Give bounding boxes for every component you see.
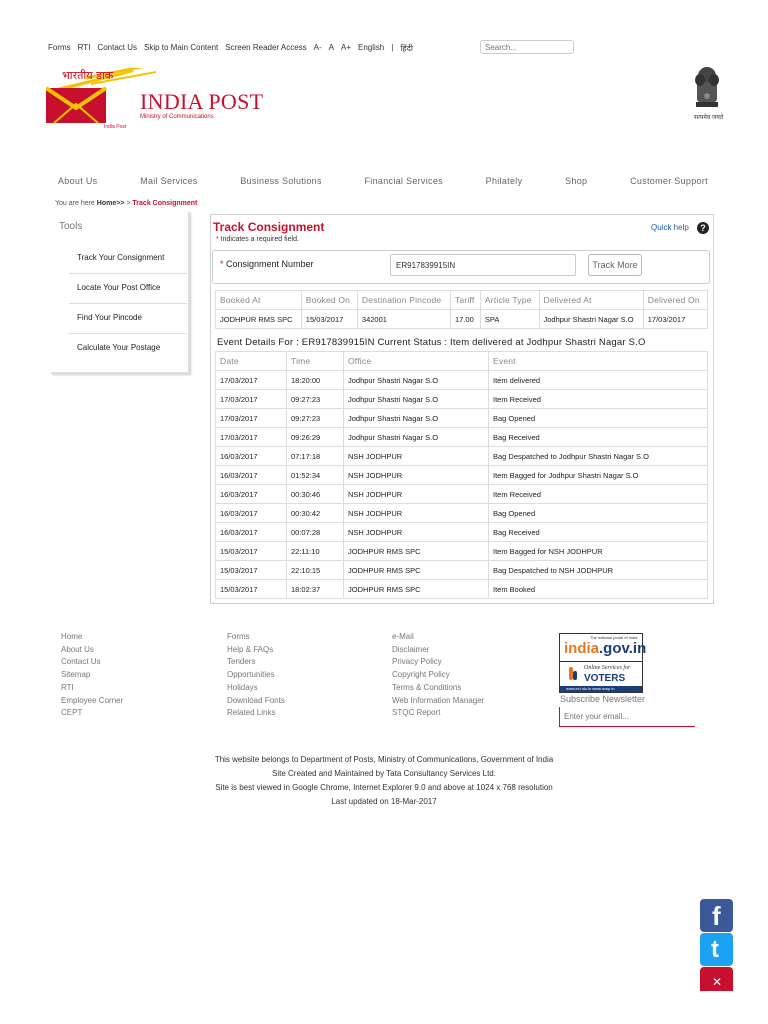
- table-cell: Jodhpur Shastri Nagar S.O: [344, 390, 489, 409]
- table-row: [216, 466, 708, 485]
- india-gov-top: The national portal of India: [590, 635, 638, 640]
- summary-header: Delivered At: [539, 291, 643, 310]
- nav-item-financial-services[interactable]: Financial Services: [364, 176, 443, 186]
- top-link-4[interactable]: Screen Reader Access: [225, 43, 307, 52]
- table-cell: Item Received: [489, 485, 708, 504]
- footer-col-1: [61, 631, 123, 720]
- credit-line: Site Created and Maintained by Tata Consultancy Services Ltd.: [272, 769, 496, 778]
- table-row: [216, 428, 708, 447]
- footer-link[interactable]: Forms: [227, 632, 250, 641]
- table-cell: Bag Opened: [489, 409, 708, 428]
- table-cell: Item Booked: [489, 580, 708, 599]
- top-links: [48, 43, 420, 54]
- table-cell: 17/03/2017: [216, 371, 287, 390]
- summary-cell: 17/03/2017: [643, 310, 707, 329]
- table-cell: 16/03/2017: [216, 523, 287, 542]
- table-cell: Bag Despatched to Jodhpur Shastri Nagar S.O: [489, 447, 708, 466]
- event-details-heading: Event Details For : ER917839915IN Current Status : Item delivered at Jodhpur Shastri Nagar S.O: [217, 337, 646, 348]
- table-cell: JODHPUR RMS SPC: [344, 561, 489, 580]
- footer-link[interactable]: Related Links: [227, 708, 276, 718]
- national-emblem-icon: [692, 66, 722, 112]
- table-cell: 15/03/2017: [216, 561, 287, 580]
- credit-line: Last updated on 18-Mar-2017: [331, 797, 437, 806]
- india-gov-text: india.gov.in: [564, 640, 647, 657]
- footer-link[interactable]: Employee Corner: [61, 695, 124, 705]
- table-cell: 16/03/2017: [216, 504, 287, 523]
- sidebar-heading: Tools: [59, 221, 83, 232]
- table-cell: JODHPUR RMS SPC: [344, 580, 489, 599]
- footer-link[interactable]: Privacy Policy: [392, 657, 442, 667]
- table-cell: 17/03/2017: [216, 428, 287, 447]
- table-cell: Item delivered: [489, 371, 708, 390]
- track-more-button[interactable]: Track More: [588, 254, 642, 276]
- table-cell: Bag Opened: [489, 504, 708, 523]
- table-cell: 15/03/2017: [216, 542, 287, 561]
- top-link-8[interactable]: English: [358, 43, 385, 52]
- table-row: [216, 542, 708, 561]
- table-cell: 16/03/2017: [216, 447, 287, 466]
- table-cell: Item Bagged for NSH JODHPUR: [489, 542, 708, 561]
- table-cell: Jodhpur Shastri Nagar S.O: [344, 428, 489, 447]
- summary-cell: JODHPUR RMS SPC: [216, 310, 302, 329]
- table-cell: Item Bagged for Jodhpur Shastri Nagar S.O: [489, 466, 708, 485]
- table-cell: 22:10:15: [287, 561, 344, 580]
- summary-header: Tariff: [450, 291, 480, 310]
- newsletter-email-input[interactable]: [559, 707, 695, 727]
- logo-subtitle: Ministry of Communications: [140, 114, 214, 120]
- table-cell: 09:26:29: [287, 428, 344, 447]
- table-cell: 17/03/2017: [216, 390, 287, 409]
- footer-link[interactable]: Disclaimer: [392, 644, 430, 654]
- sidebar-item-locate[interactable]: Locate Your Post Office: [69, 271, 187, 304]
- voters-hand-icon: [564, 666, 580, 682]
- table-cell: 00:30:46: [287, 485, 344, 504]
- table-cell: 17/03/2017: [216, 409, 287, 428]
- table-cell: 22:11:10: [287, 542, 344, 561]
- summary-cell: Jodhpur Shastri Nagar S.O: [539, 310, 643, 329]
- summary-table: [215, 290, 708, 329]
- sidebar-item-pincode[interactable]: Find Your Pincode: [69, 301, 187, 334]
- facebook-icon[interactable]: f: [700, 899, 733, 932]
- top-link-1[interactable]: RTI: [77, 43, 91, 52]
- footer-link[interactable]: Sitemap: [61, 670, 91, 680]
- table-cell: NSH JODHPUR: [344, 447, 489, 466]
- top-link-3[interactable]: Skip to Main Content: [144, 43, 219, 52]
- table-row: [216, 390, 708, 409]
- summary-header: Booked On: [301, 291, 357, 310]
- table-cell: NSH JODHPUR: [344, 466, 489, 485]
- nav-item-shop[interactable]: Shop: [565, 176, 588, 186]
- events-header: Date: [216, 352, 287, 371]
- footer-link[interactable]: STQC Report: [392, 708, 441, 718]
- summary-cell: 17.00: [450, 310, 480, 329]
- top-link-6[interactable]: A: [328, 43, 334, 52]
- footer-link[interactable]: e-Mail: [392, 632, 414, 641]
- table-row: [216, 523, 708, 542]
- footer-link[interactable]: Contact Us: [61, 657, 101, 667]
- table-cell: 00:07:28: [287, 523, 344, 542]
- page-title: Track Consignment: [213, 220, 325, 234]
- subscribe-label: Subscribe Newsletter: [560, 694, 646, 704]
- nav-item-customer-support[interactable]: Customer Support: [630, 176, 708, 186]
- nav-item-philately[interactable]: Philately: [485, 176, 523, 186]
- footer-link[interactable]: Help & FAQs: [227, 644, 274, 654]
- consignment-label: * Consignment Number: [220, 259, 314, 269]
- footer-link[interactable]: RTI: [61, 682, 74, 692]
- footer-link[interactable]: Opportunities: [227, 670, 275, 680]
- breadcrumb-sep: >: [126, 200, 131, 207]
- logo-hindi-text: भारतीय डाक: [62, 69, 114, 82]
- top-link-5[interactable]: A-: [313, 43, 322, 52]
- summary-header: Delivered On: [643, 291, 707, 310]
- voters-badge[interactable]: [559, 661, 643, 693]
- footer-col-2: [227, 631, 285, 720]
- breadcrumb-prefix: You are here: [55, 200, 95, 207]
- breadcrumb: [55, 200, 197, 207]
- table-row: [216, 504, 708, 523]
- table-cell: Jodhpur Shastri Nagar S.O: [344, 409, 489, 428]
- nav-item-business-solutions[interactable]: Business Solutions: [240, 176, 322, 186]
- help-icon[interactable]: ?: [697, 222, 709, 234]
- footer-link[interactable]: Download Fonts: [227, 695, 285, 705]
- emblem-motto: सत्यमेव जयते: [694, 115, 724, 121]
- footer-link[interactable]: Home: [61, 632, 83, 641]
- top-link-9: |: [391, 43, 394, 52]
- events-table: [215, 351, 708, 599]
- table-row: [216, 561, 708, 580]
- table-cell: Item Received: [489, 390, 708, 409]
- table-cell: 00:30:42: [287, 504, 344, 523]
- table-row: [216, 447, 708, 466]
- sidebar-item-track[interactable]: Track Your Consignment: [69, 241, 187, 274]
- nav-item-mail-services[interactable]: Mail Services: [140, 176, 198, 186]
- table-cell: 07:17:18: [287, 447, 344, 466]
- summary-cell: 342001: [357, 310, 450, 329]
- summary-cell: SPA: [480, 310, 539, 329]
- table-cell: NSH JODHPUR: [344, 523, 489, 542]
- quick-help-link[interactable]: Quick help: [651, 223, 689, 232]
- nav-item-about-us[interactable]: About Us: [58, 176, 98, 186]
- footer-link[interactable]: Tenders: [227, 657, 256, 667]
- voters-main-text: VOTERS: [584, 673, 626, 684]
- top-link-10[interactable]: हिंदी: [400, 44, 413, 53]
- summary-header: Booked At: [216, 291, 302, 310]
- table-row: [216, 485, 708, 504]
- table-cell: 18:20:00: [287, 371, 344, 390]
- credit-line: This website belongs to Department of Posts, Ministry of Communications, Government of India: [214, 755, 554, 764]
- footer-link[interactable]: Holidays: [227, 682, 258, 692]
- india-gov-badge[interactable]: [559, 633, 647, 662]
- table-cell: JODHPUR RMS SPC: [344, 542, 489, 561]
- twitter-icon[interactable]: t: [700, 933, 733, 966]
- footer-col-3: [392, 631, 484, 720]
- footer-link[interactable]: CEPT: [61, 708, 83, 718]
- events-header: Time: [287, 352, 344, 371]
- breadcrumb-current: Track Consignment: [132, 200, 198, 207]
- search-input[interactable]: [480, 40, 574, 54]
- logo-small-text: India Post: [104, 124, 127, 130]
- table-cell: Bag Despatched to NSH JODHPUR: [489, 561, 708, 580]
- top-link-2[interactable]: Contact Us: [97, 43, 137, 52]
- table-row: [216, 371, 708, 390]
- main-nav: [48, 176, 718, 186]
- table-cell: 18:02:37: [287, 580, 344, 599]
- sidebar-item-postage[interactable]: Calculate Your Postage: [77, 343, 161, 352]
- table-cell: 16/03/2017: [216, 466, 287, 485]
- table-cell: NSH JODHPUR: [344, 504, 489, 523]
- table-cell: 09:27:23: [287, 409, 344, 428]
- breadcrumb-home[interactable]: Home>>: [96, 200, 125, 207]
- table-row: [216, 580, 708, 599]
- required-note: * Indicates a required field.: [216, 236, 299, 243]
- summary-header: Destination Pincode: [357, 291, 450, 310]
- table-cell: Jodhpur Shastri Nagar S.O: [344, 371, 489, 390]
- table-cell: 09:27:23: [287, 390, 344, 409]
- top-link-0[interactable]: Forms: [48, 43, 71, 52]
- voters-top-text: Online Services for: [584, 665, 631, 671]
- events-header: Event: [489, 352, 708, 371]
- table-cell: 01:52:34: [287, 466, 344, 485]
- table-row: [216, 409, 708, 428]
- table-cell: NSH JODHPUR: [344, 485, 489, 504]
- summary-cell: 15/03/2017: [301, 310, 357, 329]
- site-credits: [0, 753, 768, 809]
- footer-link[interactable]: Copyright Policy: [392, 670, 450, 680]
- events-header: Office: [344, 352, 489, 371]
- table-cell: Bag Received: [489, 428, 708, 447]
- logo-title: INDIA POST: [140, 89, 264, 114]
- table-cell: Bag Received: [489, 523, 708, 542]
- summary-header: Article Type: [480, 291, 539, 310]
- consignment-input[interactable]: [390, 254, 576, 276]
- footer-link[interactable]: Web Information Manager: [392, 695, 485, 705]
- top-link-7[interactable]: A+: [340, 43, 351, 52]
- credit-line: Site is best viewed in Google Chrome, Internet Explorer 9.0 and above at 1024 x 768 resolution: [215, 783, 553, 792]
- footer-link[interactable]: Terms & Conditions: [392, 682, 462, 692]
- table-cell: 16/03/2017: [216, 485, 287, 504]
- tools-sidebar: [51, 212, 190, 374]
- table-cell: 15/03/2017: [216, 580, 287, 599]
- share-icon[interactable]: ✕: [700, 967, 733, 991]
- footer-link[interactable]: About Us: [61, 644, 94, 654]
- voters-bar-text: www.eci.nic.in www.nvsp.in: [560, 686, 642, 692]
